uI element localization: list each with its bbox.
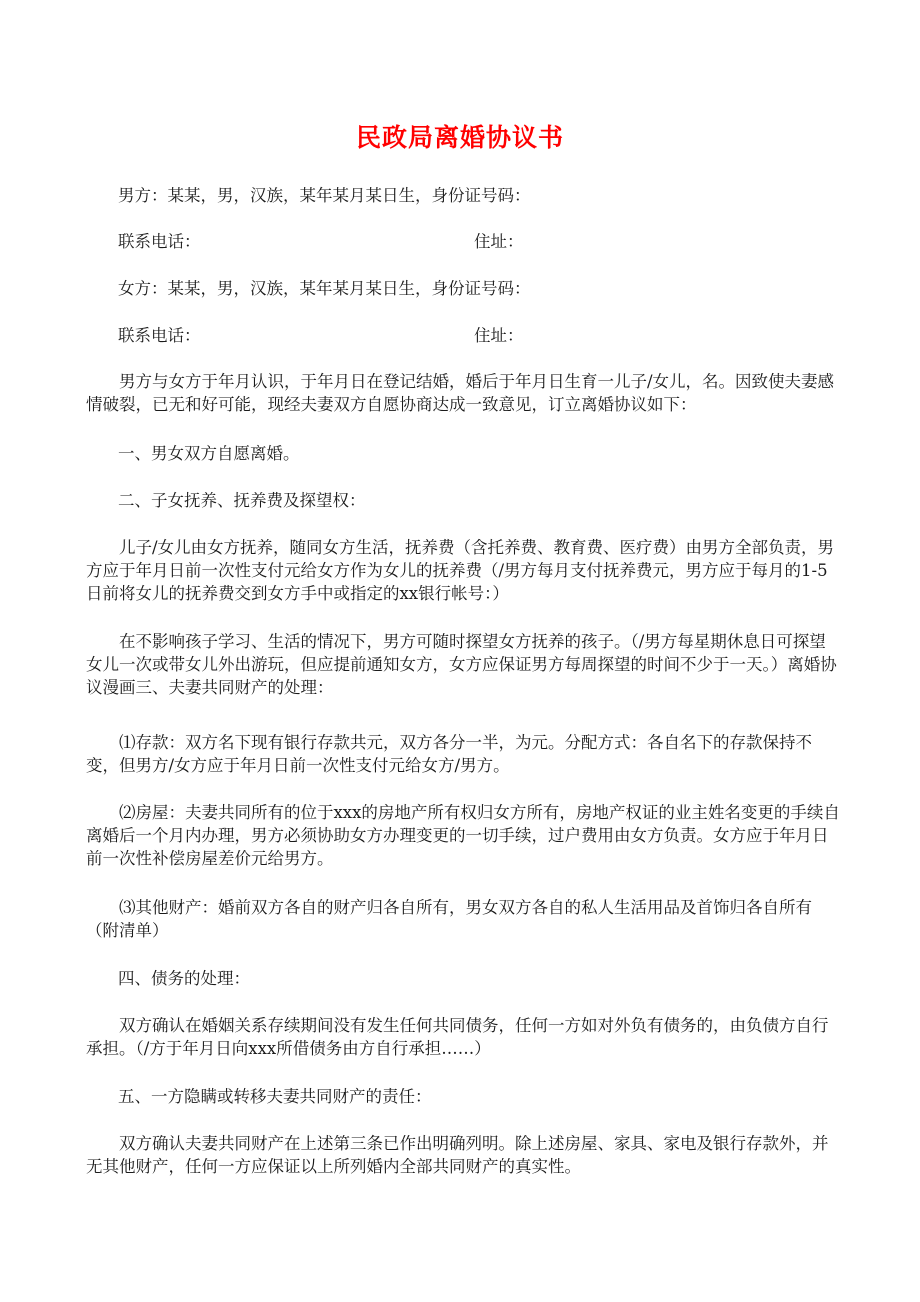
man-phone-label: 联系电话： xyxy=(118,232,201,251)
section-4-heading: 四、债务的处理： xyxy=(118,969,250,988)
woman-address-label: 住址： xyxy=(474,326,524,345)
woman-info: 女方：某某，男，汉族，某年某月某日生，身份证号码： xyxy=(118,279,531,298)
section-1-heading: 一、男女双方自愿离婚。 xyxy=(118,444,300,463)
property-house-paragraph: ⑵房屋：夫妻共同所有的位于xxx的房地产所有权归女方所有，房地产权证的业主姓名变更的手续自离婚后一个月内办理，男方必须协助女方办理变更的一切手续，过户费用由女方负责。女方应于年月日前一次性补偿房屋差价元给男方。 xyxy=(86,803,840,868)
woman-contact-row xyxy=(118,324,618,347)
man-info: 男方：某某，男，汉族，某年某月某日生，身份证号码： xyxy=(118,186,531,205)
concealment-paragraph: 双方确认夫妻共同财产在上述第三条已作出明确列明。除上述房屋、家具、家电及银行存款外，并无其他财产，任何一方应保证以上所列婚内全部共同财产的真实性。 xyxy=(86,1134,829,1176)
visitation-paragraph: 在不影响孩子学习、生活的情况下，男方可随时探望女方抚养的孩子。（/男方每星期休息日可探望女儿一次或带女儿外出游玩，但应提前通知女方，女方应保证男方每周探望的时间不少于一天。）离婚协议漫画三、夫妻共同财产的处理： xyxy=(86,632,837,697)
intro-paragraph: 男方与女方于年月认识，于年月日在登记结婚，婚后于年月日生育一儿子/女儿，名。因致使夫妻感情破裂，已无和好可能，现经夫妻双方自愿协商达成一致意见，订立离婚协议如下： xyxy=(86,372,835,414)
man-contact-row xyxy=(118,230,618,253)
section-2-heading: 二、子女抚养、抚养费及探望权： xyxy=(118,491,366,510)
woman-phone-label: 联系电话： xyxy=(118,326,201,345)
section-5-heading: 五、一方隐瞒或转移夫妻共同财产的责任： xyxy=(118,1087,432,1106)
property-deposit-paragraph: ⑴存款：双方名下现有银行存款共元，双方各分一半，为元。分配方式：各自名下的存款保持不变，但男方/女方应于年月日前一次性支付元给女方/男方。 xyxy=(86,733,812,775)
man-address-label: 住址： xyxy=(474,232,524,251)
custody-paragraph: 儿子/女儿由女方抚养，随同女方生活，抚养费（含托养费、教育费、医疗费）由男方全部负责，男方应于年月日前一次性支付元给女方作为女儿的抚养费（/男方每月支付抚养费元，男方应于每月的1-5日前将女儿的抚养费交到女方手中或指定的xx银行帐号：） xyxy=(86,538,835,603)
debt-paragraph: 双方确认在婚姻关系存续期间没有发生任何共同债务，任何一方如对外负有债务的，由负债方自行承担。（/方于年月日向xxx所借债务由方自行承担……） xyxy=(86,1016,829,1058)
document-title: 民政局离婚协议书 xyxy=(355,123,564,152)
property-other-paragraph: ⑶其他财产：婚前双方各自的财产归各自所有，男女双方各自的私人生活用品及首饰归各自所有（附清单） xyxy=(86,898,812,940)
